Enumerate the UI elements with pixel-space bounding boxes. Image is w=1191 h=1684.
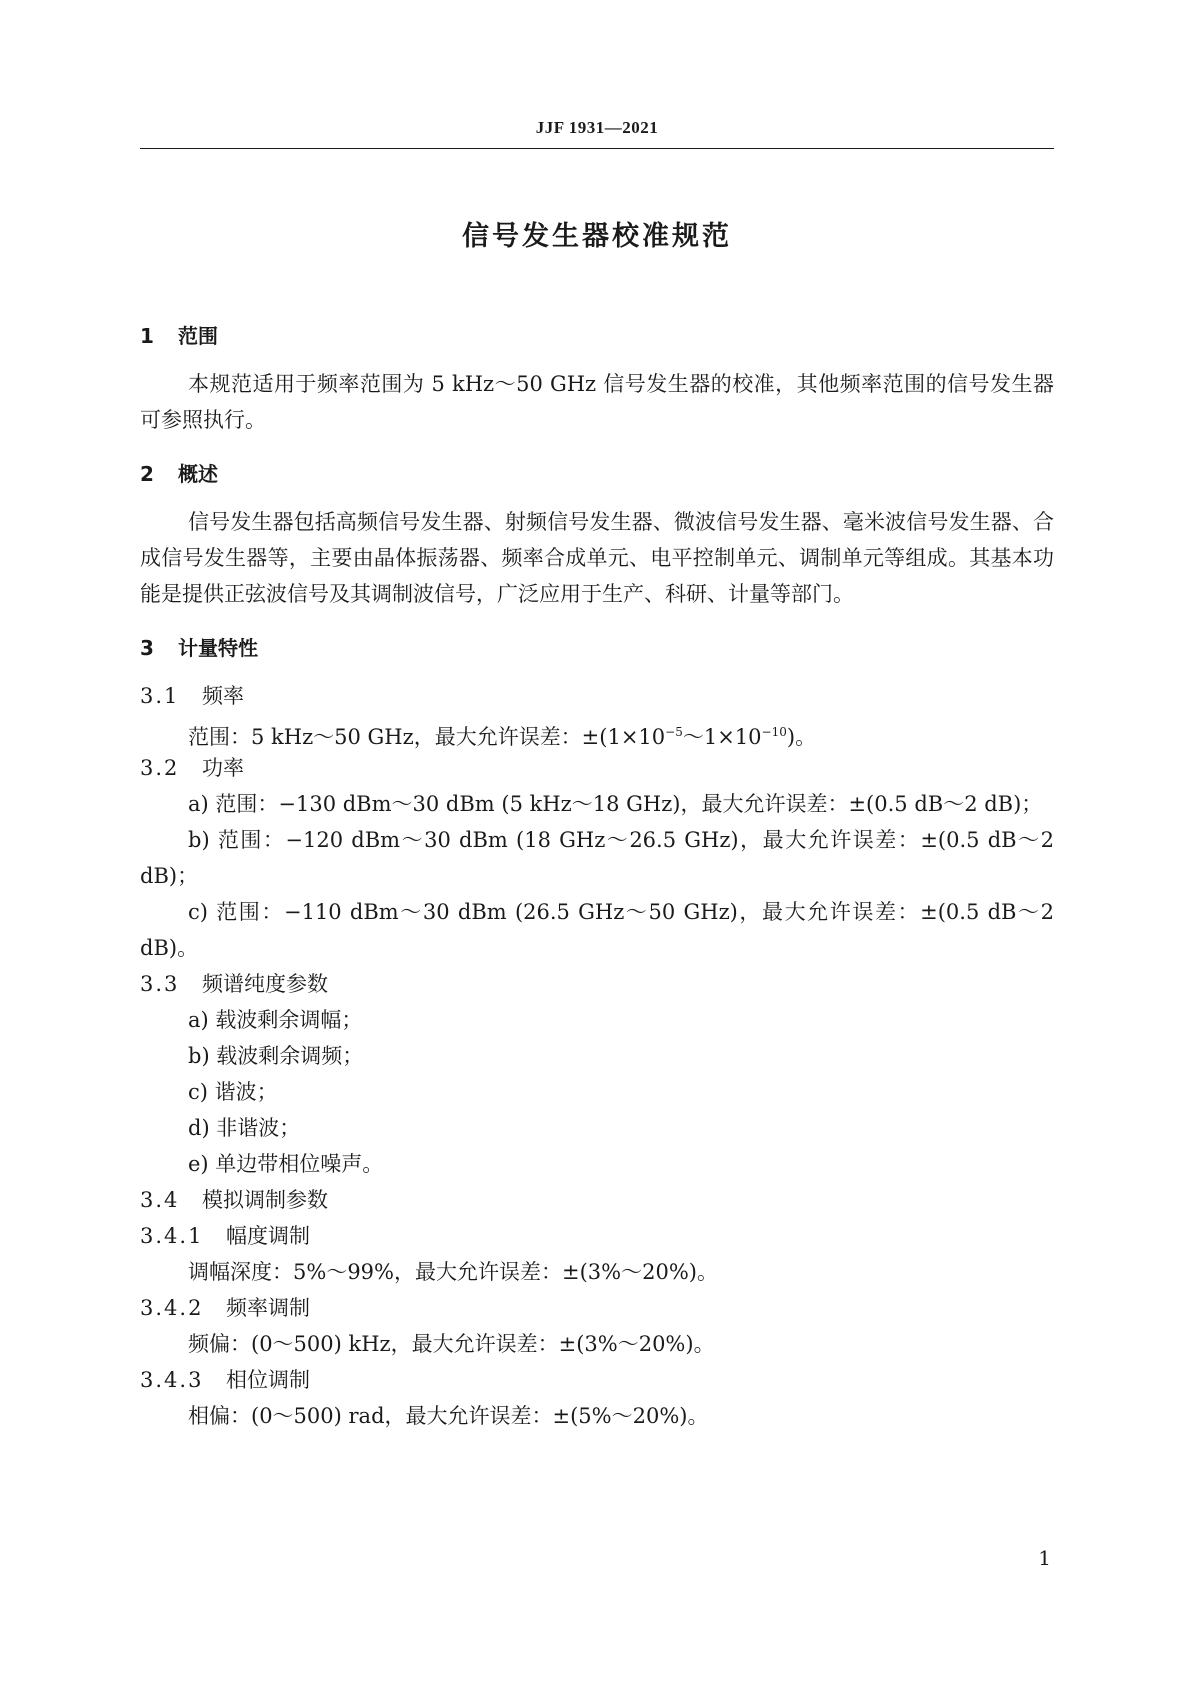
section-2-heading [140, 456, 1054, 492]
section-1-heading [140, 318, 1054, 354]
exponent: −5 [665, 725, 683, 739]
subsection-number: 3.1 [140, 684, 180, 708]
list-item: a) 载波剩余调幅； [188, 1008, 363, 1032]
text-segment: ～1×10 [682, 725, 762, 749]
subsection-3-4-3-heading [140, 1362, 1054, 1398]
text-segment: )。 [786, 725, 817, 749]
am-depth-text: 调幅深度：5%～99%，最大允许误差：±(3%～20%)。 [188, 1260, 718, 1284]
subsection-number: 3.4.2 [140, 1296, 204, 1320]
subsection-number: 3.3 [140, 972, 180, 996]
subsection-title: 模拟调制参数 [202, 1188, 328, 1212]
subsection-title: 频率调制 [226, 1296, 310, 1320]
subsection-number: 3.4.3 [140, 1368, 204, 1392]
page-number: 1 [1038, 1546, 1051, 1570]
document-code-header: JJF 1931—2021 [535, 118, 659, 137]
subsection-3-3-heading [140, 966, 1054, 1002]
pm-deviation-text: 相偏：(0～500) rad，最大允许误差：±(5%～20%)。 [188, 1404, 709, 1428]
subsection-title: 功率 [202, 756, 244, 780]
list-item: b) 载波剩余调频； [188, 1044, 364, 1068]
power-item-b: b) 范围：−120 dBm～30 dBm (18 GHz～26.5 GHz)，最大允许误差：±(0.5 dB～2 dB)； [140, 828, 1054, 888]
fm-deviation-text: 频偏：(0～500) kHz，最大允许误差：±(3%～20%)。 [188, 1332, 715, 1356]
list-item: d) 非谐波； [188, 1116, 301, 1140]
section-3-heading [140, 630, 1054, 666]
subsection-number: 3.2 [140, 756, 180, 780]
section-number: 2 [140, 462, 154, 486]
power-item-a: a) 范围：−130 dBm～30 dBm (5 kHz～18 GHz)，最大允许误差：±(0.5 dB～2 dB)； [188, 792, 1043, 816]
exponent: −10 [761, 725, 787, 739]
subsection-3-2-heading [140, 750, 1054, 786]
document-title: 信号发生器校准规范 [462, 221, 732, 252]
frequency-range-text [140, 714, 1054, 750]
document-body [140, 318, 1054, 1434]
section-title: 计量特性 [178, 636, 258, 660]
section-1-paragraph: 本规范适用于频率范围为 5 kHz～50 GHz 信号发生器的校准，其他频率范围的信号发生器可参照执行。 [140, 372, 1054, 432]
section-number: 3 [140, 636, 154, 660]
list-item: e) 单边带相位噪声。 [188, 1152, 384, 1176]
subsection-3-4-1-heading [140, 1218, 1054, 1254]
subsection-title: 幅度调制 [226, 1224, 310, 1248]
subsection-title: 频谱纯度参数 [202, 972, 328, 996]
header-rule [140, 148, 1054, 149]
section-title: 范围 [178, 324, 218, 348]
text-segment: 范围：5 kHz～50 GHz，最大允许误差：±(1×10 [188, 725, 666, 749]
power-item-c: c) 范围：−110 dBm～30 dBm (26.5 GHz～50 GHz)，最大允许误差：±(0.5 dB～2 dB)。 [140, 900, 1054, 960]
section-title: 概述 [178, 462, 218, 486]
subsection-number: 3.4 [140, 1188, 180, 1212]
section-2-paragraph: 信号发生器包括高频信号发生器、射频信号发生器、微波信号发生器、毫米波信号发生器、合成信号发生器等，主要由晶体振荡器、频率合成单元、电平控制单元、调制单元等组成。其基本功能是提供正弦波信号及其调制波信号，广泛应用于生产、科研、计量等部门。 [140, 510, 1054, 606]
list-item: c) 谐波； [188, 1080, 278, 1104]
subsection-number: 3.4.1 [140, 1224, 204, 1248]
subsection-title: 频率 [202, 684, 244, 708]
subsection-title: 相位调制 [226, 1368, 310, 1392]
section-number: 1 [140, 324, 154, 348]
subsection-3-1-heading [140, 678, 1054, 714]
subsection-3-4-2-heading [140, 1290, 1054, 1326]
subsection-3-4-heading [140, 1182, 1054, 1218]
